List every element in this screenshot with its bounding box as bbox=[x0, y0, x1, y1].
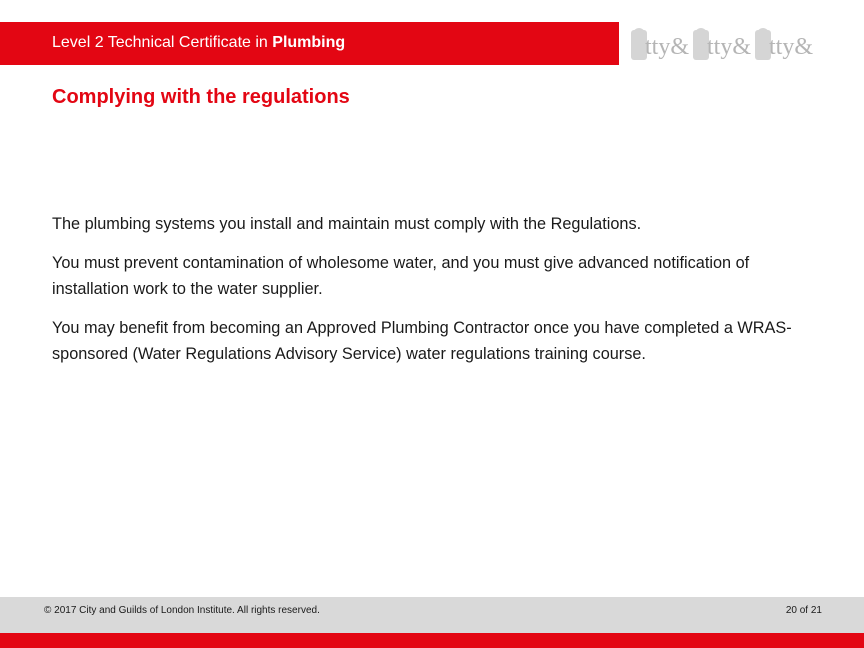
logo-text-2: tty& bbox=[707, 34, 752, 60]
slide-title: Complying with the regulations bbox=[52, 86, 350, 108]
paragraph-approved-contractor: You may benefit from becoming an Approved Plumbing Contractor once you have completed a WRAS-sponsored (Water Regulations Advisory Service) water regulations training course. bbox=[52, 319, 792, 363]
paragraph-contamination: You must prevent contamination of wholesome water, and you must give advanced notification of installation work to the water supplier. bbox=[52, 254, 750, 298]
logo-text-3: tty& bbox=[769, 34, 814, 60]
logo-text-1: tty& bbox=[645, 34, 690, 60]
copyright-notice: © 2017 City and Guilds of London Institute. All rights reserved. bbox=[44, 605, 320, 616]
city-and-guilds-logo bbox=[627, 24, 820, 64]
bottom-red-stripe bbox=[0, 633, 864, 648]
course-title-subject: Plumbing bbox=[272, 34, 346, 51]
logo-watermark-graphic bbox=[627, 24, 820, 64]
page-indicator: 20 of 21 bbox=[785, 605, 822, 616]
paragraph-compliance: The plumbing systems you install and maintain must comply with the Regulations. bbox=[52, 215, 642, 233]
course-title-prefix: Level 2 Technical Certificate in bbox=[52, 34, 273, 51]
footer-bar bbox=[0, 597, 864, 633]
course-title bbox=[52, 34, 345, 52]
slide-body bbox=[52, 211, 822, 380]
header-bar bbox=[0, 22, 619, 65]
